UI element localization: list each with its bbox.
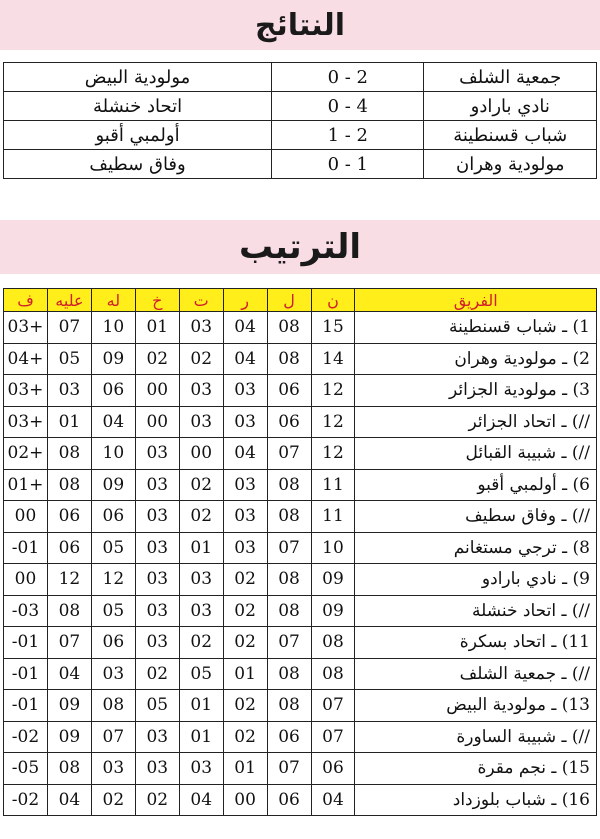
standings-pld-cell: 08 [267,564,311,596]
standings-title: الترتيب [0,220,600,274]
standings-gd-cell: 02- [4,784,48,816]
result-away-team: اتحاد خنشلة [4,92,272,121]
standings-gd-cell: +03 [4,375,48,407]
standings-team-cell: 1) ـ شباب قسنطينة [355,312,597,344]
standings-row [4,690,597,722]
standings-w-cell: 01 [223,658,267,690]
result-home-team: شباب قسنطينة [424,121,597,150]
standings-l-cell: 03 [135,753,179,785]
result-away-team: وفاق سطيف [4,150,272,179]
standings-row [4,658,597,690]
standings-pts-cell: 09 [311,595,355,627]
results-title: النتائج [0,0,600,50]
standings-pld-cell: 06 [267,784,311,816]
standings-pld-cell: 06 [267,721,311,753]
standings-d-cell: 03 [179,312,223,344]
result-score: 0 - 4 [272,92,424,121]
standings-pts-cell: 08 [311,627,355,659]
standings-gd-cell: 03- [4,595,48,627]
standings-row [4,312,597,344]
standings-row [4,406,597,438]
standings-gf-cell: 02 [91,784,135,816]
standings-team-cell: 11) ـ اتحاد بسكرة [355,627,597,659]
standings-pts-cell: 14 [311,343,355,375]
standings-header-row [4,289,597,312]
standings-pld-cell: 08 [267,690,311,722]
standings-row [4,375,597,407]
standings-d-cell: 01 [179,690,223,722]
standings-l-cell: 03 [135,721,179,753]
standings-l-cell: 00 [135,406,179,438]
standings-gd-cell: 01- [4,627,48,659]
standings-gd-cell: +03 [4,406,48,438]
standings-gd-cell: 00 [4,564,48,596]
standings-gf-cell: 10 [91,312,135,344]
standings-gf-cell: 05 [91,532,135,564]
standings-gf-cell: 12 [91,564,135,596]
standings-ga-cell: 09 [47,721,91,753]
standings-pts-cell: 15 [311,312,355,344]
standings-ga-cell: 08 [47,595,91,627]
standings-team-cell: //) ـ شبيبة الساورة [355,721,597,753]
standings-row [4,343,597,375]
results-table [3,62,597,179]
standings-ga-cell: 07 [47,627,91,659]
standings-gd-cell: 05- [4,753,48,785]
standings-l-cell: 03 [135,532,179,564]
standings-header-cell: الفريق [355,289,597,312]
standings-header-cell: ن [311,289,355,312]
standings-d-cell: 01 [179,721,223,753]
standings-pts-cell: 12 [311,406,355,438]
standings-w-cell: 04 [223,438,267,470]
standings-d-cell: 02 [179,343,223,375]
standings-team-cell: 8) ـ ترجي مستغانم [355,532,597,564]
standings-w-cell: 00 [223,784,267,816]
standings-row [4,532,597,564]
standings-gf-cell: 08 [91,690,135,722]
result-away-team: أولمبي أقبو [4,121,272,150]
standings-pld-cell: 08 [267,343,311,375]
standings-pld-cell: 07 [267,753,311,785]
standings-pts-cell: 07 [311,690,355,722]
standings-ga-cell: 08 [47,438,91,470]
standings-gf-cell: 06 [91,627,135,659]
standings-w-cell: 03 [223,406,267,438]
standings-gf-cell: 06 [91,501,135,533]
standings-l-cell: 03 [135,564,179,596]
standings-d-cell: 03 [179,753,223,785]
standings-table [3,288,597,816]
standings-row [4,721,597,753]
standings-pts-cell: 10 [311,532,355,564]
standings-l-cell: 03 [135,595,179,627]
standings-d-cell: 02 [179,627,223,659]
standings-gd-cell: 01- [4,690,48,722]
standings-ga-cell: 03 [47,375,91,407]
standings-team-cell: 13) ـ مولودية البيض [355,690,597,722]
standings-w-cell: 02 [223,690,267,722]
standings-w-cell: 02 [223,721,267,753]
standings-d-cell: 01 [179,532,223,564]
standings-ga-cell: 04 [47,784,91,816]
standings-gf-cell: 09 [91,469,135,501]
result-score: 0 - 2 [272,63,424,92]
standings-l-cell: 00 [135,375,179,407]
result-row [4,150,597,179]
standings-l-cell: 03 [135,438,179,470]
standings-ga-cell: 04 [47,658,91,690]
standings-gf-cell: 10 [91,438,135,470]
standings-ga-cell: 08 [47,753,91,785]
standings-ga-cell: 08 [47,469,91,501]
standings-w-cell: 03 [223,501,267,533]
standings-header-cell: ل [267,289,311,312]
standings-team-cell: 6) ـ أولمبي أقبو [355,469,597,501]
result-home-team: مولودية وهران [424,150,597,179]
standings-gd-cell: +02 [4,438,48,470]
standings-gd-cell: 00 [4,501,48,533]
standings-row [4,469,597,501]
standings-d-cell: 05 [179,658,223,690]
standings-gf-cell: 07 [91,721,135,753]
standings-d-cell: 04 [179,784,223,816]
standings-w-cell: 04 [223,343,267,375]
standings-header-cell: ت [179,289,223,312]
standings-w-cell: 02 [223,595,267,627]
standings-row [4,784,597,816]
standings-team-cell: 16) ـ شباب بلوزداد [355,784,597,816]
standings-gf-cell: 03 [91,753,135,785]
standings-d-cell: 00 [179,438,223,470]
standings-gf-cell: 06 [91,375,135,407]
standings-team-cell: //) ـ اتحاد الجزائر [355,406,597,438]
standings-d-cell: 02 [179,469,223,501]
standings-ga-cell: 06 [47,501,91,533]
standings-ga-cell: 01 [47,406,91,438]
standings-w-cell: 03 [223,469,267,501]
standings-pts-cell: 12 [311,438,355,470]
standings-gf-cell: 04 [91,406,135,438]
standings-ga-cell: 09 [47,690,91,722]
standings-header-cell: ف [4,289,48,312]
standings-gd-cell: +04 [4,343,48,375]
standings-pts-cell: 07 [311,721,355,753]
standings-ga-cell: 06 [47,532,91,564]
standings-gf-cell: 03 [91,658,135,690]
standings-l-cell: 01 [135,312,179,344]
standings-row [4,595,597,627]
standings-w-cell: 03 [223,375,267,407]
result-row [4,63,597,92]
standings-w-cell: 03 [223,532,267,564]
standings-w-cell: 02 [223,627,267,659]
standings-d-cell: 03 [179,595,223,627]
standings-l-cell: 02 [135,343,179,375]
standings-team-cell: 3) ـ مولودية الجزائر [355,375,597,407]
standings-gd-cell: 01- [4,532,48,564]
standings-row [4,627,597,659]
standings-pts-cell: 06 [311,753,355,785]
standings-header-cell: عليه [47,289,91,312]
standings-l-cell: 02 [135,784,179,816]
standings-gf-cell: 05 [91,595,135,627]
standings-l-cell: 05 [135,690,179,722]
standings-row [4,564,597,596]
standings-w-cell: 04 [223,312,267,344]
standings-d-cell: 03 [179,564,223,596]
standings-pld-cell: 08 [267,501,311,533]
standings-team-cell: //) ـ شبيبة القبائل [355,438,597,470]
standings-gd-cell: +01 [4,469,48,501]
standings-l-cell: 03 [135,469,179,501]
standings-pld-cell: 08 [267,658,311,690]
standings-gd-cell: 02- [4,721,48,753]
standings-team-cell: //) ـ وفاق سطيف [355,501,597,533]
standings-team-cell: 9) ـ نادي بارادو [355,564,597,596]
standings-row [4,501,597,533]
standings-team-cell: //) ـ اتحاد خنشلة [355,595,597,627]
standings-row [4,438,597,470]
standings-pts-cell: 09 [311,564,355,596]
standings-pld-cell: 07 [267,532,311,564]
result-row [4,121,597,150]
standings-pts-cell: 04 [311,784,355,816]
standings-gf-cell: 09 [91,343,135,375]
standings-ga-cell: 12 [47,564,91,596]
standings-l-cell: 03 [135,501,179,533]
result-score: 0 - 1 [272,150,424,179]
standings-header-cell: له [91,289,135,312]
standings-d-cell: 03 [179,406,223,438]
standings-pts-cell: 11 [311,501,355,533]
standings-l-cell: 03 [135,627,179,659]
standings-pts-cell: 08 [311,658,355,690]
standings-l-cell: 02 [135,658,179,690]
standings-header-cell: خ [135,289,179,312]
standings-pld-cell: 08 [267,469,311,501]
standings-pld-cell: 06 [267,406,311,438]
standings-w-cell: 01 [223,753,267,785]
standings-pts-cell: 11 [311,469,355,501]
standings-pld-cell: 07 [267,627,311,659]
standings-gd-cell: +03 [4,312,48,344]
standings-header-cell: ر [223,289,267,312]
standings-pld-cell: 08 [267,312,311,344]
standings-row [4,753,597,785]
standings-pld-cell: 07 [267,438,311,470]
result-home-team: نادي بارادو [424,92,597,121]
standings-w-cell: 02 [223,564,267,596]
standings-d-cell: 03 [179,375,223,407]
standings-ga-cell: 05 [47,343,91,375]
result-score: 1 - 2 [272,121,424,150]
standings-pld-cell: 08 [267,595,311,627]
result-away-team: مولودية البيض [4,63,272,92]
standings-d-cell: 02 [179,501,223,533]
result-row [4,92,597,121]
standings-team-cell: //) ـ جمعية الشلف [355,658,597,690]
standings-gd-cell: 01- [4,658,48,690]
result-home-team: جمعية الشلف [424,63,597,92]
standings-team-cell: 2) ـ مولودية وهران [355,343,597,375]
standings-pld-cell: 06 [267,375,311,407]
standings-pts-cell: 12 [311,375,355,407]
standings-ga-cell: 07 [47,312,91,344]
standings-team-cell: 15) ـ نجم مقرة [355,753,597,785]
